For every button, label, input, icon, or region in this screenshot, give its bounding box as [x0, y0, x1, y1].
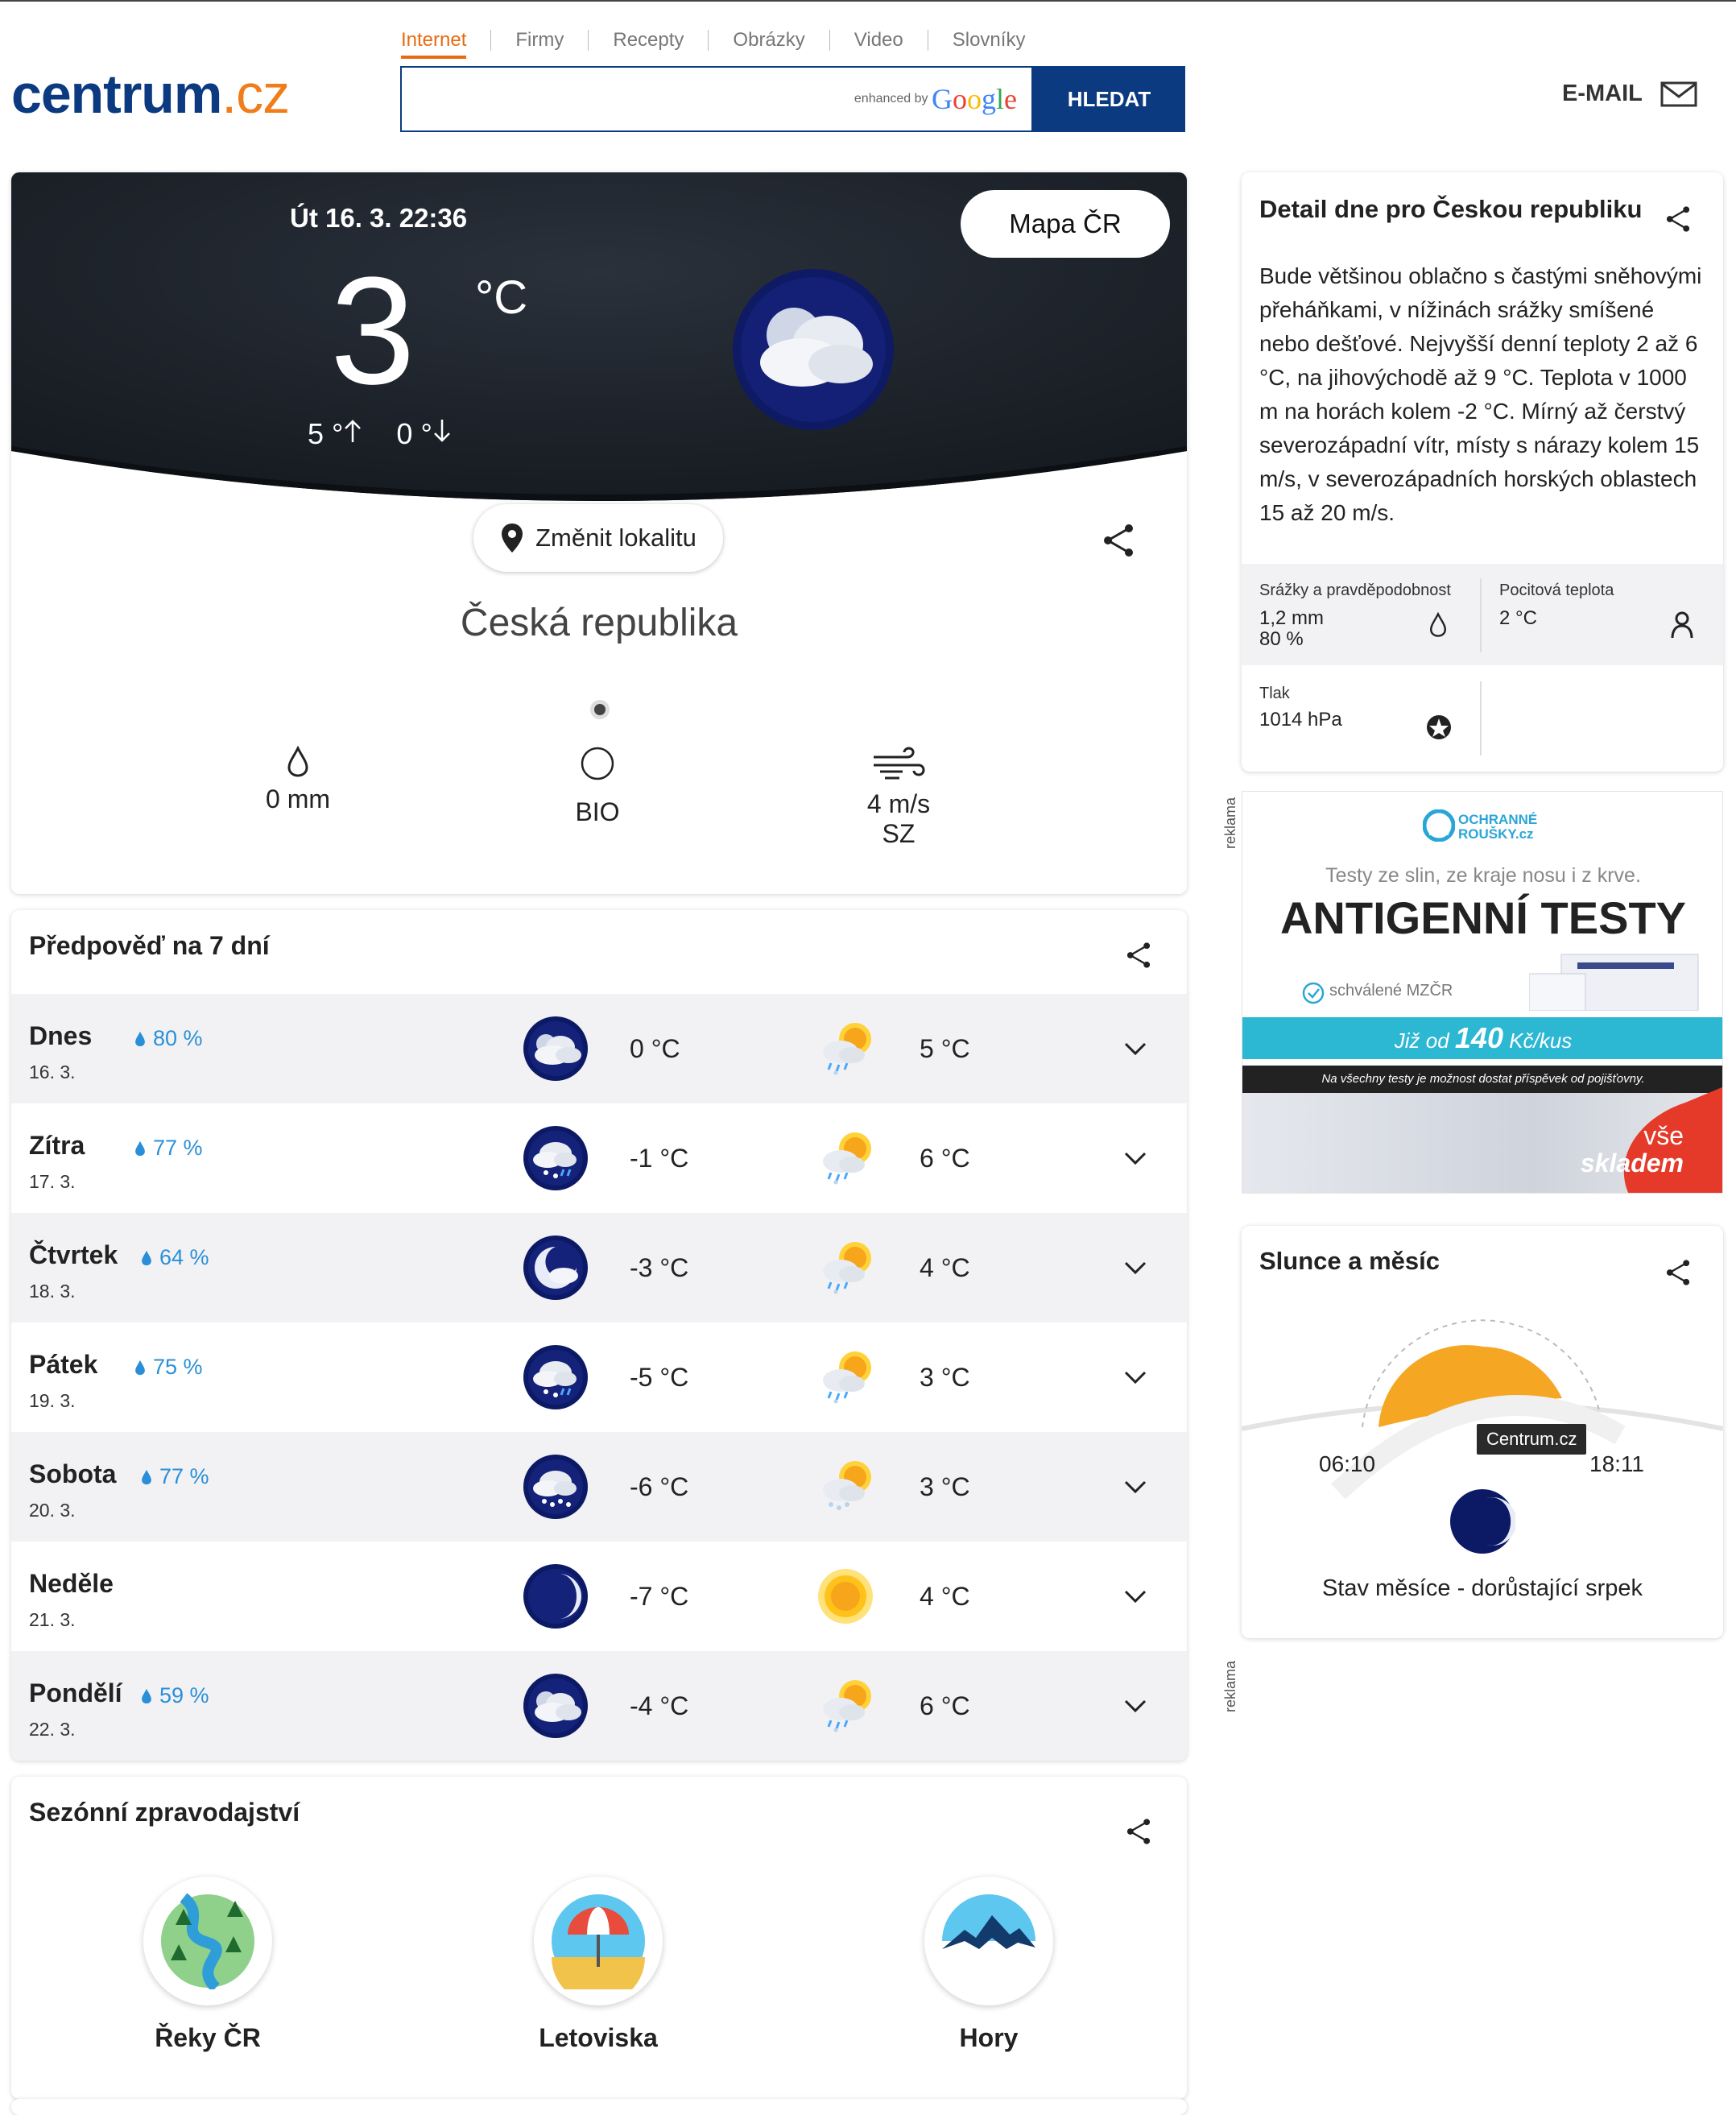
raindrop-icon: [134, 1140, 147, 1157]
change-location-button[interactable]: [473, 504, 723, 572]
chevron-down-icon[interactable]: [1122, 1693, 1148, 1719]
raindrop-icon: [286, 746, 310, 778]
moon-state: Stav měsíce - dorůstající srpek: [1321, 1575, 1643, 1601]
ochranne-rousky-logo-icon: [1423, 809, 1455, 842]
ad-approved: schválené MZČR: [1329, 982, 1453, 1000]
night-temperature: 0 °C: [630, 1034, 680, 1063]
forecast-title: Předpověď na 7 dní: [29, 931, 270, 960]
carousel-dot[interactable]: [594, 704, 606, 715]
night-temperature: -4 °C: [630, 1691, 689, 1720]
rivers-circle: [143, 1877, 272, 2005]
precip-label: Srážky a pravděpodobnost: [1259, 582, 1451, 599]
day-temperature: 6 °C: [920, 1144, 970, 1173]
precip-probability: 75 %: [134, 1355, 203, 1380]
precipitation-value: 0 mm: [266, 784, 330, 813]
chevron-down-icon[interactable]: [1122, 1583, 1148, 1609]
wind-direction: SZ: [882, 819, 916, 848]
min-max-temperature: [308, 417, 452, 451]
day-name: Pátek: [29, 1350, 98, 1379]
precip-probability: 77 %: [134, 1136, 203, 1161]
feels-like-label: Pocitová teplota: [1499, 582, 1614, 599]
detail-title: Detail dne pro Českou republiku: [1259, 195, 1643, 223]
sun-rain-cloud-icon: [813, 1235, 878, 1300]
night-temperature: -7 °C: [630, 1582, 689, 1611]
cloud-moon-icon: [731, 267, 895, 432]
tab-slovniky[interactable]: Slovníky: [928, 30, 1050, 51]
chevron-down-icon[interactable]: [1122, 1145, 1148, 1171]
ad-label: reklama: [1222, 797, 1238, 849]
beach-umbrella-icon: [550, 1893, 647, 1989]
ad-fineprint: Na všechny testy je možnost dostat příspěvek od pojišťovny.: [1242, 1066, 1723, 1093]
precip-probability: 80 %: [1259, 628, 1304, 650]
seasonal-resorts[interactable]: [534, 1877, 663, 2053]
pressure-value: 1014 hPa: [1259, 709, 1342, 731]
tab-firmy[interactable]: Firmy: [490, 30, 588, 51]
day-date: 21. 3.: [29, 1609, 76, 1630]
precip-mm: 1,2 mm: [1259, 607, 1325, 629]
chevron-down-icon[interactable]: [1122, 1364, 1148, 1390]
forecast-card: [11, 910, 1187, 1761]
night-temperature: -6 °C: [630, 1472, 689, 1501]
waxing-crescent-moon-icon: [1449, 1488, 1515, 1554]
antigen-test-ad[interactable]: [1242, 791, 1723, 1194]
ad-stock-label: vše skladem: [1580, 1121, 1684, 1178]
location-pin-icon: [500, 522, 524, 554]
day-name: Čtvrtek: [29, 1240, 118, 1269]
cloud-snow-icon: [523, 1455, 588, 1519]
top-border: [0, 0, 1736, 2]
detail-text: Bude většinou oblačno s častými sněhovými přeháňkami, v nížinách srážky smíšené nebo dešťové. Nejvyšší denní teploty 2 až 6 °C, na jihovýchodě až 9 °C. Teplota v 1000 m na horách kolem -2 °C. Mírný až čerstvý severozápadní vítr, místy s nárazy kolem 15 m/s, v severozápadních horských oblastech 15 až 20 m/s.: [1259, 263, 1702, 525]
raindrop-icon: [134, 1359, 147, 1376]
sun-moon-card: [1242, 1226, 1723, 1638]
map-cr-button[interactable]: Mapa ČR: [961, 190, 1170, 258]
tab-video[interactable]: Video: [829, 30, 928, 51]
check-circle-icon: [1302, 982, 1325, 1004]
mountains-circle: [924, 1877, 1053, 2005]
share-icon[interactable]: [1664, 205, 1693, 234]
email-label: E-MAIL: [1562, 81, 1643, 106]
test-box-image: [1529, 950, 1706, 1011]
cloud-rain-snow-icon: [523, 1345, 588, 1409]
share-icon[interactable]: [1124, 941, 1153, 970]
seasonal-rivers[interactable]: [143, 1877, 272, 2053]
sun-rain-cloud-icon: [813, 1016, 878, 1081]
day-date: 19. 3.: [29, 1390, 76, 1411]
share-icon[interactable]: [1100, 522, 1137, 559]
mountains-label: Hory: [959, 2023, 1019, 2052]
wind-icon: [870, 746, 927, 783]
precip-probability: 64 %: [140, 1245, 209, 1270]
day-date: 16. 3.: [29, 1062, 76, 1082]
river-forest-icon: [159, 1893, 256, 1989]
arrow-down-icon: [432, 418, 452, 444]
centrum-logo[interactable]: centrum.cz: [11, 64, 290, 125]
day-temperature: 5 °C: [920, 1034, 970, 1063]
resorts-label: Letoviska: [539, 2023, 658, 2052]
feels-like-value: 2 °C: [1499, 607, 1537, 629]
chevron-down-icon[interactable]: [1122, 1036, 1148, 1062]
ad-brand: OCHRANNÉ ROUŠKY.cz: [1458, 812, 1538, 842]
seasonal-mountains[interactable]: [924, 1877, 1053, 2053]
cloud-moon-icon: [523, 1674, 588, 1738]
centrum-badge: Centrum.cz: [1477, 1424, 1586, 1455]
chevron-down-icon[interactable]: [1122, 1474, 1148, 1500]
raindrop-icon: [134, 1030, 147, 1048]
search-input[interactable]: [408, 72, 811, 126]
email-link[interactable]: [1562, 81, 1697, 107]
moon-cloud-icon: [523, 1235, 588, 1300]
tab-internet[interactable]: Internet: [401, 30, 490, 51]
chevron-down-icon[interactable]: [1122, 1255, 1148, 1281]
tab-obrazky[interactable]: Obrázky: [708, 30, 829, 51]
next-card: [11, 2099, 1187, 2115]
max-temp: 5 °: [308, 417, 362, 451]
envelope-icon: [1660, 81, 1697, 107]
search-box: [400, 66, 1033, 132]
night-temperature: -5 °C: [630, 1363, 689, 1392]
day-date: 22. 3.: [29, 1719, 76, 1740]
seasonal-title: Sezónní zpravodajství: [29, 1798, 300, 1827]
tab-recepty[interactable]: Recepty: [588, 30, 708, 51]
night-temperature: -1 °C: [630, 1144, 689, 1173]
divider: [1480, 578, 1482, 652]
bio-circle-icon: [580, 746, 615, 781]
day-date: 17. 3.: [29, 1171, 76, 1192]
min-temp: 0 °: [396, 417, 451, 451]
bio-stat: [541, 746, 654, 827]
sun-icon: [813, 1564, 878, 1629]
sun-moon-title: Slunce a měsíc: [1259, 1247, 1440, 1275]
pressure-label: Tlak: [1259, 685, 1290, 702]
ad-price-bar: Již od 140 Kč/kus: [1242, 1017, 1723, 1059]
cloud-rain-snow-icon: [523, 1126, 588, 1190]
forecast-row[interactable]: [11, 1322, 1187, 1432]
arrow-up-icon: [343, 418, 362, 444]
wind-stat: [842, 746, 955, 849]
day-name: Zítra: [29, 1131, 85, 1160]
raindrop-icon: [140, 1468, 153, 1486]
raindrop-icon: [1428, 612, 1448, 638]
search-category-tabs: [401, 24, 1049, 56]
day-temperature: 4 °C: [920, 1253, 970, 1282]
mountains-icon: [940, 1893, 1037, 1989]
ad-subtitle: Testy ze slin, ze kraje nosu i z krve.: [1325, 864, 1641, 887]
day-temperature: 4 °C: [920, 1582, 970, 1611]
precip-probability: 59 %: [140, 1683, 209, 1708]
bio-label: BIO: [575, 797, 620, 826]
wind-speed: 4 m/s: [866, 789, 931, 818]
sun-snow-cloud-icon: [813, 1455, 878, 1519]
rivers-label: Řeky ČR: [155, 2023, 261, 2052]
cloud-moon-icon: [523, 1016, 588, 1081]
sunrise-time: 06:10: [1319, 1451, 1376, 1476]
moon-icon: [523, 1564, 588, 1629]
temperature-unit: °C: [475, 271, 528, 324]
day-temperature: 6 °C: [920, 1691, 970, 1720]
day-temperature: 3 °C: [920, 1363, 970, 1392]
forecast-row[interactable]: [11, 994, 1187, 1103]
day-temperature: 3 °C: [920, 1472, 970, 1501]
forecast-row[interactable]: [11, 1651, 1187, 1761]
change-location-label: Změnit lokalitu: [535, 524, 696, 552]
barometer-icon: [1425, 714, 1453, 741]
sun-rain-cloud-icon: [813, 1345, 878, 1409]
forecast-row[interactable]: [11, 1213, 1187, 1322]
location-name: Česká republika: [460, 602, 738, 644]
precipitation-stat: [242, 746, 354, 814]
raindrop-icon: [140, 1687, 153, 1705]
search-button[interactable]: HLEDAT: [1033, 66, 1185, 132]
share-icon[interactable]: [1124, 1817, 1153, 1846]
forecast-row[interactable]: [11, 1542, 1187, 1651]
ad-headline: ANTIGENNÍ TESTY: [1279, 892, 1687, 943]
divider: [1480, 681, 1482, 755]
forecast-row[interactable]: [11, 1103, 1187, 1213]
day-name: Sobota: [29, 1459, 117, 1488]
precip-probability: 77 %: [140, 1464, 209, 1489]
person-icon: [1670, 610, 1694, 639]
google-enhanced-badge: enhanced by Google: [854, 83, 1017, 115]
precip-probability: 80 %: [134, 1026, 203, 1051]
current-temperature: 3: [330, 246, 415, 416]
day-date: 18. 3.: [29, 1281, 76, 1302]
day-name: Dnes: [29, 1021, 93, 1050]
day-name: Pondělí: [29, 1678, 122, 1707]
resorts-circle: [534, 1877, 663, 2005]
current-datetime: Út 16. 3. 22:36: [290, 203, 468, 233]
sunset-time: 18:11: [1589, 1451, 1644, 1476]
sun-rain-cloud-icon: [813, 1674, 878, 1738]
night-temperature: -3 °C: [630, 1253, 689, 1282]
forecast-row[interactable]: [11, 1432, 1187, 1542]
raindrop-icon: [140, 1249, 153, 1267]
sun-rain-cloud-icon: [813, 1126, 878, 1190]
day-date: 20. 3.: [29, 1500, 76, 1521]
ad-label-2: reklama: [1222, 1660, 1238, 1712]
day-name: Neděle: [29, 1569, 114, 1598]
day-detail-card: [1242, 172, 1723, 772]
